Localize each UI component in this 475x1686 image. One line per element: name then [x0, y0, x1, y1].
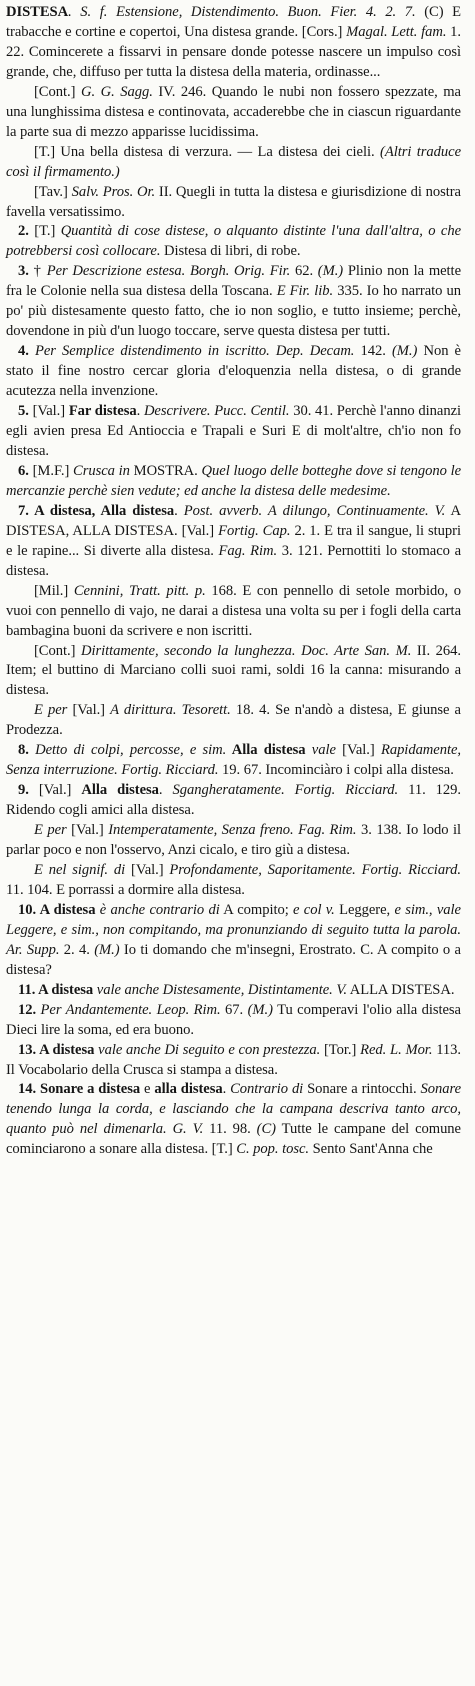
body-text: 3. 138. Io lodo il parlar poco e non l'osservo, Anzi cicalo, e tiro giù a distesa.: [6, 822, 461, 859]
body-text: II. Quegli in tutta la distesa e giurisdizione di nostra favella versatissimo.: [6, 183, 461, 220]
entry-paragraph: [6, 502, 461, 582]
entry-paragraph: [6, 642, 461, 702]
bold-term: alla distesa: [154, 1081, 223, 1098]
entry-paragraph: [6, 1080, 461, 1160]
italic-text: E Fir. lib.: [276, 283, 334, 300]
entry-paragraph: [6, 143, 461, 183]
italic-text: (Altri traduce così il firmamento.): [6, 143, 461, 180]
bold-term: 2.: [18, 223, 29, 240]
body-text: [Val.]: [67, 702, 111, 719]
bold-term: Far distesa: [68, 403, 137, 420]
body-text: Non è stato il fine nostro cercar gloria d'eloquenzia nella distesa, o di grande acutezza nella invenzione.: [6, 343, 461, 400]
entry-paragraph: [6, 821, 461, 861]
body-text: .: [194, 462, 202, 479]
italic-text: Quel luogo delle botteghe dove si tengono le mercanzie perchè sien vedute; ed anche la distesa delle medesime.: [6, 462, 461, 499]
body-text: 1. 22. Comincerete a fissarvi in pensare donde potesse nascere un impulso così grande, che, diffuso per tutta la distesa della materia, ordinasse...: [6, 23, 462, 80]
body-text: IV. 246. Quando le nubi non fossero spezzate, ma una lunghissima distesa e continovata, accaderebbe che in ciascun riguardante la parte sua di mezzo apparisse lucidissima.: [6, 83, 461, 140]
body-text: Distesa di libri, di robe.: [160, 243, 301, 260]
italic-text: Sonare tenendo lunga la corda, e lasciando che la campana descriva tanto arco, quanto può nel dimenarla. G. V.: [6, 1081, 462, 1138]
entry-paragraph: [6, 1001, 461, 1041]
italic-text: Quantità di cose distese, o alquanto distinte l'una dall'altra, o che potrebbersi così collocare.: [6, 223, 462, 260]
cross-reference: A DISTESA, ALLA DISTESA: [6, 502, 461, 539]
bold-term: 8.: [18, 742, 29, 759]
bold-term: Alla distesa: [226, 742, 306, 759]
body-text: Tu comperavi l'olio alla distesa Dieci lire la soma, ed era buono.: [6, 1001, 461, 1038]
entry-paragraph: [6, 701, 461, 741]
body-text: Sento Sant'Anna che: [309, 1141, 433, 1158]
bold-term: 3.: [18, 263, 29, 280]
italic-text: vale anche Distesamente, Distintamente. V.: [93, 981, 347, 998]
italic-text: (M.): [392, 343, 418, 360]
bold-term: 4.: [18, 343, 29, 360]
italic-text: C. pop. tosc.: [236, 1141, 310, 1158]
body-text: .: [136, 403, 144, 420]
body-text: 18. 4. Se n'andò a distesa, E giunse a Prodezza.: [6, 702, 461, 739]
body-text: Io ti domando che m'insegni, Erostrato. C. A compito o a distesa?: [6, 941, 461, 978]
bold-term: 10. A distesa: [18, 901, 96, 918]
body-text: 2. 4.: [59, 941, 95, 958]
body-text: [Cont.]: [34, 83, 81, 100]
entry-paragraph: [6, 402, 461, 462]
italic-text: E per: [34, 702, 68, 719]
body-text: 62.: [290, 263, 318, 280]
entry-paragraph: [6, 462, 461, 502]
italic-text: Intemperatamente, Senza freno. Fag. Rim.: [108, 822, 357, 839]
body-text: 11. 104. E porrassi a dormire alla distesa.: [6, 881, 245, 898]
italic-text: Sgangheratamente. Fortig. Ricciard.: [172, 782, 399, 799]
bold-term: 7. A distesa, Alla distesa: [18, 502, 175, 519]
bold-term: 13. A distesa: [18, 1041, 95, 1058]
italic-text: A dirittura. Tesorett.: [110, 702, 231, 719]
italic-text: Fortig. Cap.: [218, 522, 291, 539]
body-text: [Val.]: [125, 861, 170, 878]
italic-text: . S. f. Estensione, Distendimento. Buon. Fier. 4. 2. 7.: [68, 4, 416, 20]
entry-paragraph: [6, 83, 461, 143]
entry-paragraph: [6, 582, 461, 642]
body-text: 67.: [220, 1001, 248, 1018]
italic-text: (M.): [247, 1001, 273, 1018]
entry-paragraph: [6, 3, 461, 83]
body-text: 335. Io ho narrato un po' più distesamente questo fatto, che io non soglio, e tutto insieme; perchè, dovendone in più d'un luogo toccare, serve questa distesa per tutti.: [6, 283, 461, 340]
italic-text: Detto di colpi, percosse, e sim.: [28, 742, 227, 759]
body-text: 19. 67. Incominciàro i colpi alla distesa.: [218, 762, 454, 779]
italic-text: Magal. Lett. fam.: [346, 23, 447, 40]
italic-text: è anche contrario di: [95, 901, 220, 918]
entry-paragraph: [6, 222, 461, 262]
body-text: [Tav.]: [34, 183, 72, 200]
italic-text: Per Descrizione estesa. Borgh. Orig. Fir.: [46, 263, 291, 280]
bold-term: 9.: [18, 782, 29, 799]
body-text: [T.] Una bella distesa di verzura. — La distesa dei cieli.: [34, 143, 381, 160]
body-text: [Val.]: [335, 742, 381, 759]
entry-paragraph: [6, 981, 461, 1001]
italic-text: (C): [256, 1121, 276, 1138]
italic-text: E per: [34, 822, 67, 839]
body-text: [Val.]: [66, 822, 109, 839]
body-text: Sonare a rintocchi.: [303, 1081, 421, 1098]
body-text: Plinio non la mette fra le Colonie nella sua distesa della Toscana.: [6, 263, 461, 300]
italic-text: (M.): [317, 263, 344, 280]
entry-paragraph: [6, 781, 461, 821]
body-text: Leggere,: [334, 901, 395, 918]
body-text: [Cont.]: [34, 642, 81, 659]
body-text: .: [222, 1081, 231, 1098]
italic-text: vale anche Di seguito e con prestezza.: [94, 1041, 321, 1058]
body-text: 30. 41. Perchè l'anno dinanzi egli avien presa Ed Antioccia e Trapali e Suri E di molt'altre, ch'io non fo distesa.: [6, 403, 461, 459]
body-text: Tutte le campane del comune cominciarono a sonare alla distesa. [T.]: [6, 1121, 461, 1158]
entry-paragraph: [6, 901, 461, 981]
body-text: [M.F.]: [28, 462, 74, 479]
italic-text: Post. avverb. A dilungo, Continuamente. V.: [183, 502, 446, 519]
italic-text: E nel signif. di: [34, 861, 126, 878]
italic-text: Rapidamente, Senza interruzione. Fortig. Ricciard.: [6, 742, 462, 779]
bold-term: 5.: [18, 403, 29, 420]
italic-text: vale: [305, 742, 336, 759]
italic-text: Profondamente, Saporitamente. Fortig. Ricciard.: [169, 861, 461, 878]
entry-paragraph: [6, 861, 461, 901]
italic-text: Fag. Rim.: [218, 542, 278, 559]
entry-paragraph: [6, 183, 461, 223]
italic-text: (M.): [94, 941, 120, 958]
italic-text: Per Andantemente. Leop. Rim.: [36, 1001, 221, 1018]
body-text: .: [158, 782, 173, 799]
italic-text: e sim., non compitando, ma pronunziando di seguito tutta la parola. Ar. Supp.: [6, 921, 461, 958]
body-text: [Tor.]: [320, 1041, 361, 1058]
body-text: 3. 121. Pernottiti lo stomaco a distesa.: [6, 542, 461, 579]
italic-text: e col v.: [293, 901, 335, 918]
italic-text: e sim., vale: [394, 901, 461, 918]
body-text: 2. 1. E tra il sangue, li stupri e le rapine... Si diverte alla distesa.: [6, 522, 461, 559]
body-text: †: [28, 263, 47, 280]
italic-text: Crusca in: [73, 462, 130, 479]
body-text: 11. 98.: [203, 1121, 257, 1138]
body-text: 142.: [354, 343, 392, 360]
italic-text: Cennini, Tratt. pitt. p.: [73, 582, 206, 599]
italic-text: Leggere,: [6, 921, 61, 938]
body-text: [T.]: [28, 223, 61, 240]
body-text: 11. 129. Ridendo cogli amici alla distesa.: [6, 782, 461, 819]
entry-paragraph: [6, 741, 461, 781]
italic-text: Dirittamente, secondo la lunghezza. Doc. Arte San. M.: [80, 642, 412, 659]
body-text: A compito;: [219, 901, 294, 918]
italic-text: Descrivere. Pucc. Centil.: [143, 403, 290, 420]
italic-text: G. G. Sagg.: [80, 83, 153, 100]
bold-term: 12.: [18, 1001, 37, 1018]
bold-term: 14. Sonare a distesa: [18, 1081, 141, 1098]
entry-paragraph: [6, 342, 461, 402]
bold-term: DISTESA: [6, 4, 69, 20]
italic-text: Contrario di: [230, 1081, 304, 1098]
body-text: .: [174, 502, 184, 519]
bold-term: Alla distesa: [81, 782, 159, 799]
body-text: [Val.]: [28, 403, 69, 420]
bold-term: 11. A distesa: [18, 981, 94, 998]
italic-text: Red. L. Mor.: [360, 1041, 433, 1058]
body-text: (C) E trabacche e cortine e copertoi, Una distesa grande. [Cors.]: [6, 4, 461, 40]
body-text: e: [140, 1081, 155, 1098]
body-text: 113. Il Vocabolario della Crusca si stampa a distesa.: [6, 1041, 462, 1078]
body-text: II. 264. Item; el buttino di Marciano colli suoi rami, soldi 16 la canna: misurando a distesa.: [6, 642, 462, 699]
bold-term: 6.: [18, 462, 29, 479]
entry-paragraph: [6, 1041, 461, 1081]
body-text: . [Val.]: [173, 522, 219, 539]
body-text: 168. E con pennello di setole morbido, o vuoi con pennello di vajo, ne darai a distesa una volta su per i fogli della carta bambagina buoni da scrivere e non iscritti.: [6, 582, 461, 639]
italic-text: Salv. Pros. Or.: [71, 183, 156, 200]
cross-reference: ALLA DISTESA: [346, 981, 451, 998]
body-text: .: [450, 981, 455, 998]
body-text: [Val.]: [28, 782, 82, 799]
italic-text: Per Semplice distendimento in iscritto. Dep. Decam.: [28, 343, 355, 360]
entry-paragraph: [6, 262, 461, 342]
cross-reference: MOSTRA: [129, 462, 195, 479]
body-text: [Mil.]: [34, 582, 74, 599]
